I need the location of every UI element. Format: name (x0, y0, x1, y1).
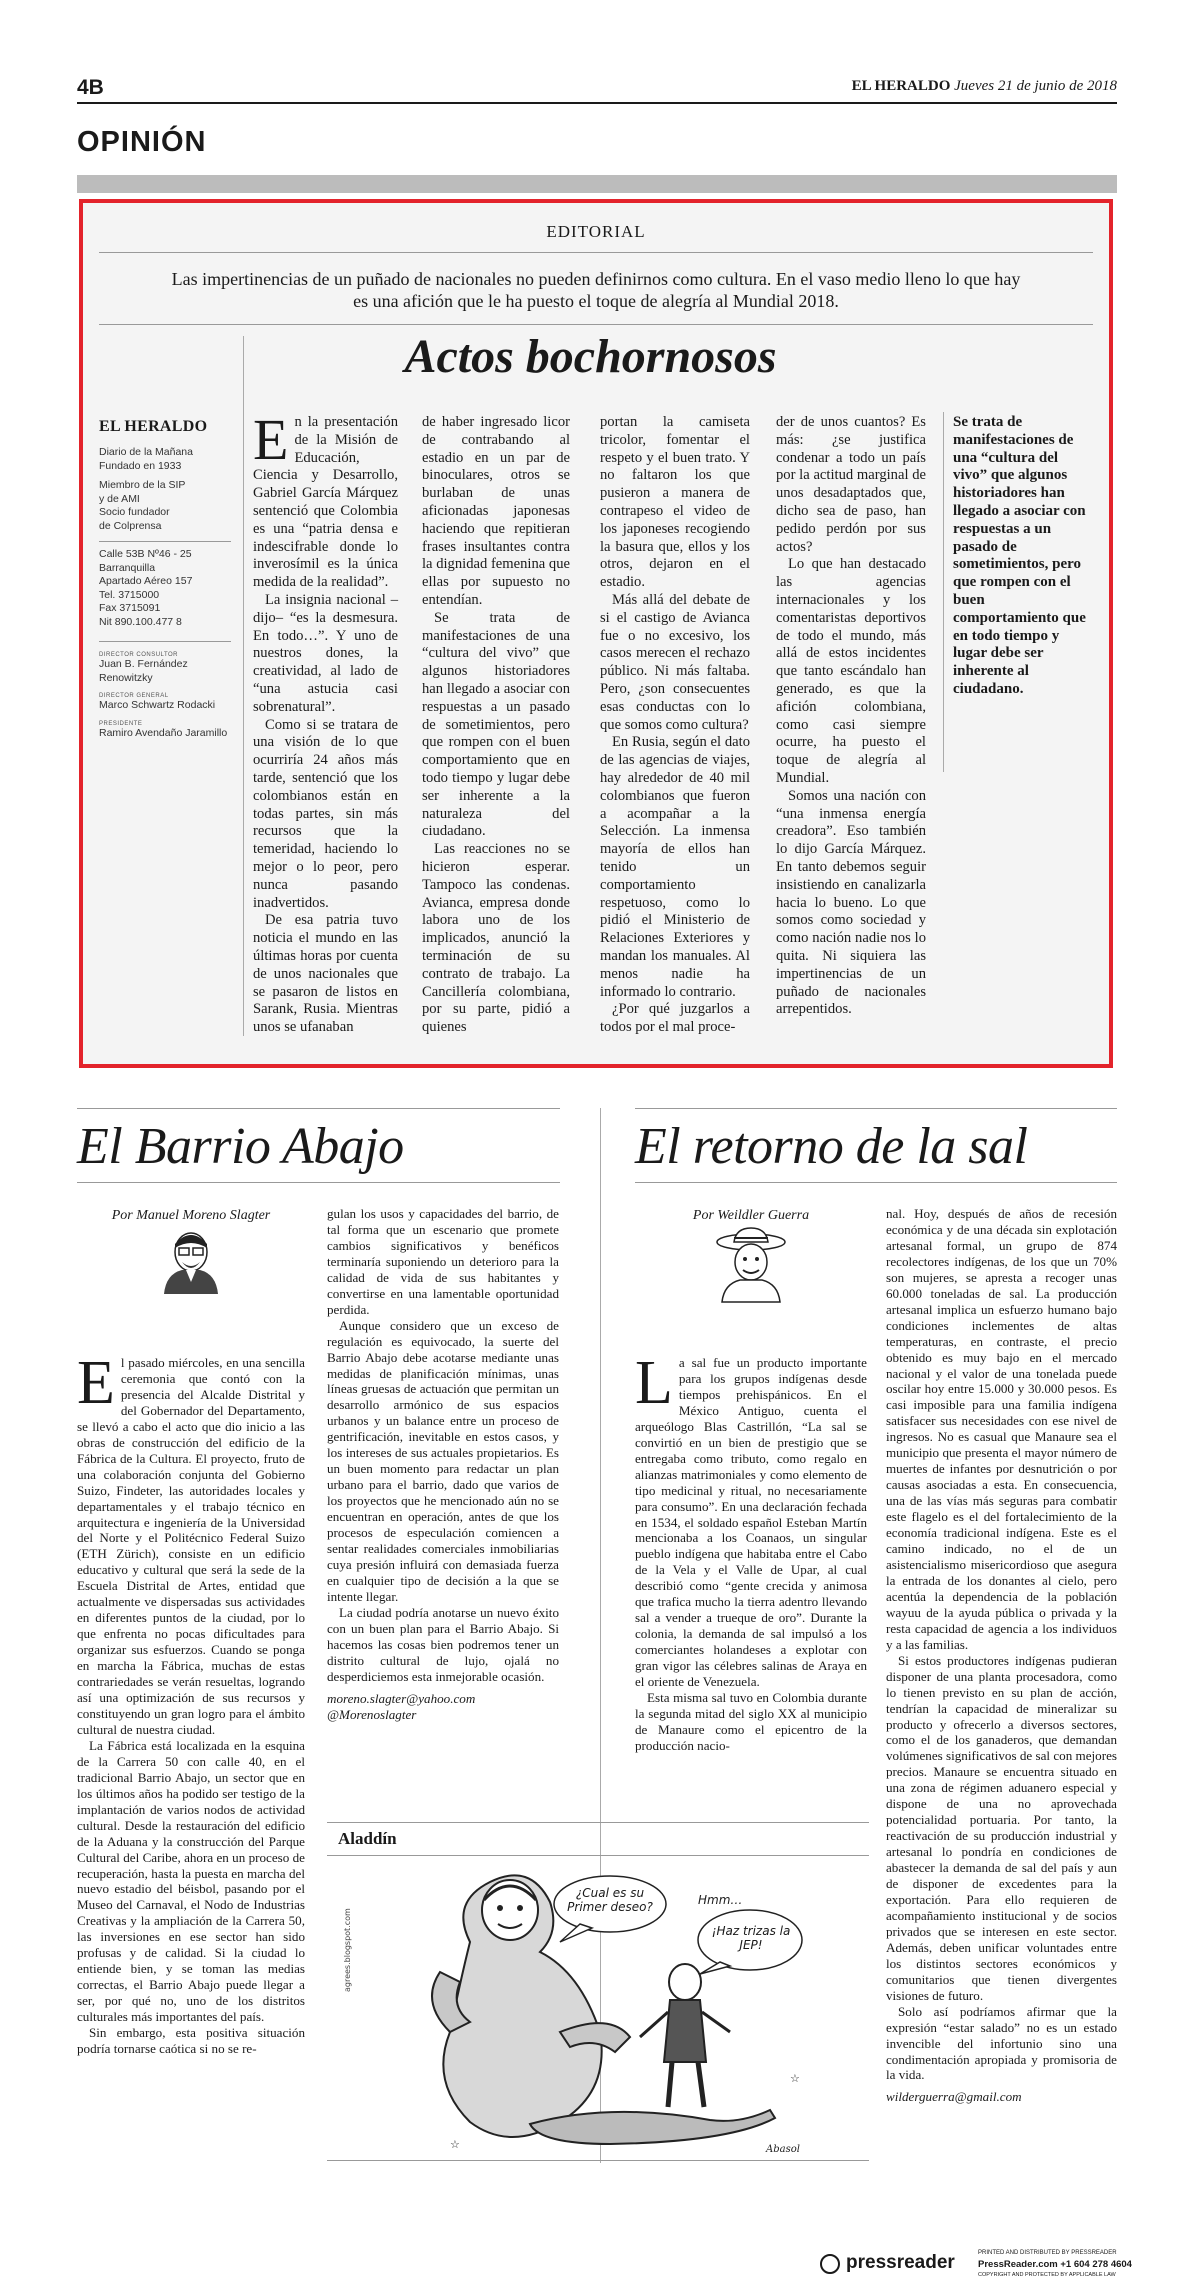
paragraph: Aunque considero que un exceso de regulación es equivocado, la suerte del Barrio Abajo debe acotarse mediante unas medidas de planificación mínimas, unas líneas gruesas de actuación que permitan un desarrollo armónico de sus espacios urbanos y un balance entre un proceso de gentrificación, inevitable en estos casos, y los intereses de sus actuales propietarios. Es un buen momento para redactar un plan urbano para el barrio, dado que varios de los proyectos que he mencionado aún no se encuentran en operación, antes de que los procesos de especulación comiencen a sentar realidades comerciales inmobiliarias cuya presión influirá con demasiada fuerza en cualquier tipo de decisión a la que se intente llegar. (327, 1317, 559, 1604)
kicker-rule (99, 252, 1093, 253)
paragraph: der de unos cuantos? Es más: ¿se justifica condenar a todo un país por la actitud marginal de unos desadaptados que, dicho sea de paso, han pedido perdón por sus actos? (776, 414, 926, 555)
section-title: OPINIÓN (77, 126, 207, 158)
masthead-line: Tel. 3715000 (99, 588, 160, 601)
masthead-rule (99, 641, 231, 642)
paragraph: Esta misma sal tuvo en Colombia durante la segunda mitad del siglo XX al municipio de Manaure como el epicentro de la producción nacio- (635, 1690, 867, 1753)
masthead (99, 418, 231, 740)
header-dateline (760, 78, 1117, 95)
paper-name: EL HERALDO (851, 78, 951, 94)
paragraph: a sal fue un producto importante para los grupos indígenas desde tiempos prehispánicos. En el México Antiguo, cuenta el arqueólogo Blas Castrillón, “La sal se convirtió en un bien de prestigio que se entregaba como tributo, como regalo en alianzas matrimoniales y como elemento de tipo medicinal y ritual, no necesariamente para consumo”. En una declaración fechada en 1534, el soldado español Esteban Martín mencionaba a los Coanaos, un singular pueblo indígena que habitaba entre el Cabo de la Vela y el Valle de Upar, al cual describió como “gente crecida y animosa que trafica mucho la tierra adentro llevando sal a vender a trueque de oro”. Durante la colonia, la demanda de sal impulsó a los comerciantes holandeses a explotar con gran vigor las célebres salinas de Araya en el oriente de Venezuela. (635, 1355, 867, 1690)
editorial-column-4 (776, 414, 926, 1019)
column-left-title: El Barrio Abajo (77, 1118, 404, 1175)
footer-line-1: PRINTED AND DISTRIBUTED BY PRESSREADER (978, 2250, 1117, 2256)
editorial-column-3 (600, 414, 750, 1037)
issue-date: Jueves 21 de junio de 2018 (954, 78, 1117, 94)
section-bar (77, 175, 1117, 193)
masthead-line: Calle 53B Nº46 - 25 (99, 548, 192, 560)
cartoon-bubble-2: ¡Haz trizas la JEP! (711, 1924, 791, 1952)
cartoon-credit: agrees.blogspot.com (343, 1908, 352, 1992)
paragraph: n la presentación de la Misión de Educación, Ciencia y Desarrollo, Gabriel García Márquez sentenció que Colombia es una “patria densa e indescifrable donde lo inverosímil es la única medida de la realidad”. (253, 414, 398, 591)
cartoon-label: Aladdín (338, 1829, 397, 1848)
page-number: 4B (77, 76, 104, 99)
paragraph: La ciudad podría anotarse un nuevo éxito con un buen plan para el Barrio Abajo. Si hacemos las cosas bien podremos tener un distrito cultural de lujo, ojalá no desperdiciemos esta inmejorable ocasión. (327, 1604, 559, 1684)
column-left-top-rule (77, 1108, 560, 1109)
pressreader-icon (820, 2254, 840, 2274)
masthead-role: DIRECTOR GENERAL (99, 693, 169, 699)
paragraph: gulan los usos y capacidades del barrio, de tal forma que un escenario que promete cambios significativos y benéficos terminaría suponiendo un deterioro para la calidad de vida de sus habitantes y convertirse en una lamentable oportunidad perdida. (327, 1206, 559, 1317)
masthead-line: Apartado Aéreo 157 (99, 575, 193, 587)
masthead-person: Ramiro Avendaño Jaramillo (99, 726, 228, 739)
paragraph: Somos una nación con “una inmensa energía creadora”. Eso también lo dijo García Márquez. En tanto debemos seguir insistiendo en canalizarla hacia lo bueno. Lo que somos como sociedad y como nación nadie nos lo quita. Ni siquiera las impertinencias de un puñado de nacionales arrepentidos. (776, 787, 926, 1018)
paragraph: nal. Hoy, después de años de recesión económica y de una década sin explotación artesanal formal, un grupo de 874 recolectores indígenas, de los que un 70% son mujeres, se apresta a recoger unas 60.000 toneladas de sal. La producción artesanal implica un esfuerzo humano bajo condiciones inclementes de altas temperaturas, en contraste, el precio obtenido es muy bajo en el mercado nacional y el valor de una tonelada puede oscilar hoy entre 15.000 y 30.000 pesos. Es casi imposible para una familia indígena satisfacer sus necesidades con ese nivel de ingresos. No es casual que Manaure sea el municipio que presenta el mayor número de muertes de infantes por desnutrición o por causas asociadas a esta. En consecuencia, una de las vías más seguras para combatir este flagelo es el del fortalecimiento de la economía tradicional indígena. Este es el camino indicado, no el de un asistencialismo misericordioso que asegura la entrada de los donantes al cielo, pero acentúa la dependencia de la población wayuu de la ayuda pública o privada y la resta capacidad de agencia a los individuos y a las familias. (886, 1206, 1117, 1652)
pressreader-footer (820, 2248, 1132, 2282)
masthead-line: Fax 3715091 (99, 602, 161, 614)
paragraph: Solo así podríamos afirmar que la expresión “estar salado” no es un estado invencible del infortunio sino una condimentación apropiada y promisoria de la vida. (886, 2003, 1117, 2083)
paragraph: La insignia nacional –dijo– “es la desmesura. En todo…”. Y uno de nuestros dones, la creatividad, al lado de “una astucia casi sobrenatural”. (253, 591, 398, 715)
column-right-title: El retorno de la sal (635, 1118, 1028, 1175)
column-right-col-2 (886, 1206, 1117, 2105)
column-right-dropcap: L (635, 1349, 673, 1417)
author-twitter[interactable]: @Morenoslagter (327, 1706, 417, 1722)
masthead-role: DIRECTOR CONSULTOR (99, 652, 179, 658)
cartoon-hmm: Hmm… (698, 1893, 743, 1907)
masthead-line: de Colprensa (99, 519, 162, 532)
footer-line-2: PressReader.com +1 604 278 4604 (978, 2259, 1132, 2270)
masthead-line: Socio fundador (99, 506, 170, 518)
cartoon-bottom-rule (327, 2160, 869, 2161)
svg-text:☆: ☆ (790, 2072, 800, 2085)
masthead-name: EL HERALDO (99, 418, 208, 435)
paragraph: Si estos productores indígenas pudieran disponer de una planta procesadora, como lo tienen previsto en su plan de acción, tendrían la capacidad de mineralizar su producto y ofrecerlo a diversos sectores, como el de los ganaderos, que demandan volúmenes significativos de sal con mejores precios. Manaure se encuentra situado en una zona de régimen aduanero especial y dispone de una no aprovechada potencialidad portuaria. Por tanto, la reactivación de su producción industrial y artesanal lo pondría en condiciones de abastecer la demanda de sal del país y aun de disponer de excedentes para la exportación. Para ello requieren de acompañamiento institucional y de socios privados que se interesen en este sector. Además, deben unificar voluntades entre los distintos sectores económicos y comunitarios que tienen divergentes visiones de futuro. (886, 1652, 1117, 2003)
masthead-person: Juan B. Fernández Renowitzky (99, 658, 188, 684)
paragraph: de haber ingresado licor de contrabando al estadio en un par de binoculares, otros se burlaban de unas aficionadas japonesas haciendo que repitieran frases insultantes contra la dignidad femenina que ellas por supuesto no entendían. (422, 414, 570, 608)
cartoon-bubble-1: ¿Cual es su Primer deseo? (567, 1886, 653, 1914)
masthead-person: Marco Schwartz Rodacki (99, 699, 216, 711)
column-left-col-1 (77, 1349, 305, 2057)
paragraph: Sin embargo, esta positiva situación podría tornarse caótica si no se re- (77, 2025, 305, 2056)
cartoon-label-rule (327, 1855, 869, 1856)
cartoon-signature: Abasol (766, 2144, 800, 2155)
editorial-pullquote: Se trata de manifestaciones de una “cultura del vivo” que algunos historiadores han llegado a asociar con respuestas a un pasado de sometimientos, pero que rompen con el buen comportamiento que en todo tiempo y lugar debe ser inherente al ciudadano. (953, 414, 1086, 697)
cartoon-top-rule (327, 1822, 869, 1823)
header-rule (77, 102, 1117, 104)
masthead-rule (99, 541, 231, 542)
column-left-dropcap: E (77, 1349, 115, 1417)
paragraph: Más allá del debate de si el castigo de Avianca fue o no excesivo, los casos merecen el rechazo público. Ni más faltaba. Pero, ¿son consecuentes esas conductas con lo que somos como cultura? (600, 591, 750, 733)
paragraph: Lo que han destacado las agencias internacionales y los comentaristas deportivos de todo el mundo, más allá de estos incidentes que tanto escándalo han generado, es que la afición colombiana, como casi siempre ocurre, ha puesto el toque de alegría al Mundial. (776, 556, 926, 786)
column-left-title-rule (77, 1182, 560, 1183)
paragraph: ¿Por qué juzgarlos a todos por el mal proce- (600, 1001, 750, 1036)
column-left-byline: Por Manuel Moreno Slagter (111, 1208, 271, 1223)
author-portrait-moreno (160, 1228, 222, 1294)
author-email[interactable]: wilderguerra@gmail.com (886, 2089, 1022, 2105)
pullquote-divider (943, 412, 944, 772)
editorial-title: Actos bochornosos (404, 330, 777, 383)
editorial-column-1 (253, 407, 398, 1037)
paragraph: l pasado miércoles, en una sencilla ceremonia que contó con la presencia del Alcalde Distrital y del Gobernador del Departamento, se llevó a cabo el acto que dio inicio a las obras de construcción del edificio de la Fábrica de la Cultura. El proyecto, fruto de una colaboración conjunta del Gobierno Suizo, Findeter, las autoridades locales y departamentales y el trabajo técnico en arquitectura e ingeniería de la Universidad del Norte y el Politécnico Federal Suizo (ETH Zürich), consiste en un edificio educativo y cultural que será la sede de la Escuela Distrital de Artes, entidad que actualmente ve dispersadas sus actividades en diferentes puntos de la ciudad, por lo que enfrenta no pocas dificultades para organizar sus esfuerzos. Cuando se ponga en marcha la Fábrica, muchas de estas contrariedades se verán resueltas, logrando así una optimización de sus recursos y constituyendo un gran logro para el ámbito cultural de nuestra ciudad. (77, 1355, 305, 1737)
footer-line-3: COPYRIGHT AND PROTECTED BY APPLICABLE LAW (978, 2272, 1116, 2278)
masthead-line: Barranquilla (99, 561, 156, 574)
column-right-byline: Por Weildler Guerra (692, 1208, 810, 1223)
column-left-col-2 (327, 1206, 559, 1723)
masthead-line: Nit 890.100.477 8 (99, 615, 182, 628)
masthead-divider (243, 336, 244, 1036)
pressreader-logo (820, 2252, 970, 2278)
paragraph: Las reacciones no se hicieron esperar. Tampoco las condenas. Avianca, empresa donde labora uno de los implicados, anunció la terminación de su contrato de trabajo. La Cancillería colombiana, por su parte, pidió a quienes (422, 841, 570, 1036)
editorial-column-2 (422, 414, 570, 1037)
masthead-line: y de AMI (99, 492, 140, 505)
column-right-title-rule (635, 1182, 1117, 1183)
editorial-dropcap: E (253, 407, 289, 472)
paragraph: La Fábrica está localizada en la esquina de la Carrera 50 con calle 40, en el tradicional Barrio Abajo, un sector que en los últimos años ha podido ser testigo de la implantación de varios nodos de actividad cultural. Desde la restauración del edificio de la Aduana y la construcción del Parque Cultural del Caribe, ahora en un proceso de recuperación, hasta la puesta en marcha del nuevo estadio del béisbol, pasando por el Museo del Carnaval, el Nodo de Industrias Creativas y la ampliación de la Carrera 50, las inversiones en ese sector han sido profusas y de calidad. Si la ciudad lo entiende bien, y se toman las medias correctas, el Barrio Abajo puede llegar a ser, por qué no, uno de los distritos culturales más importantes del país. (77, 1737, 305, 2025)
author-portrait-guerra (712, 1228, 790, 1302)
paragraph: Como si se tratara de una visión de lo que ocurriría 24 años más tarde, sentenció que los colombianos están en todas partes, sin más recursos que la temeridad, haciendo lo mejor o lo peor, pero nunca pasando inadvertidos. (253, 716, 398, 911)
deck-rule (99, 324, 1093, 325)
column-right-top-rule (635, 1108, 1117, 1109)
masthead-role: PRESIDENTE (99, 720, 143, 727)
svg-text:☆: ☆ (450, 2138, 460, 2151)
editorial-deck: Las impertinencias de un puñado de nacionales no pueden definirnos como cultura. En el vaso medio lleno lo que hay es una afición que le ha puesto el toque de alegría al Mundial 2018. (171, 269, 1021, 311)
paragraph: portan la camiseta tricolor, fomentar el respeto y el buen trato. Y no faltaron los que pusieron a manera de contrapeso el video de los japoneses recogiendo la basura que, ellos y los otros, dejaron en el estadio. (600, 414, 750, 591)
column-right-col-1 (635, 1349, 867, 1754)
masthead-line: Miembro de la SIP (99, 479, 186, 491)
paragraph: Se trata de manifestaciones de una “cultura del vivo” que algunos historiadores han llegado a asociar con respuestas a un pasado de sometimientos, pero que rompen con el buen comportamiento que en todo tiempo y lugar debe ser inherente a la naturaleza del ciudadano. (422, 609, 570, 840)
paragraph: De esa patria tuvo noticia el mundo en las últimas horas por cuenta de unos nacionales que se pasaron de listos en Sarank, Rusia. Mientras unos se ufanaban (253, 912, 398, 1036)
pressreader-brand: pressreader (846, 2252, 955, 2273)
masthead-line: Fundado en 1933 (99, 459, 182, 472)
author-email[interactable]: moreno.slagter@yahoo.com (327, 1690, 476, 1706)
masthead-line: Diario de la Mañana (99, 446, 193, 458)
editorial-kicker: EDITORIAL (546, 222, 646, 241)
paragraph: En Rusia, según el dato de las agencias de viajes, hay alrededor de 40 mil colombianos que fueron a acompañar a la Selección. La inmensa mayoría de ellos han tenido un comportamiento respetuoso, como lo pidió el Ministerio de Relaciones Exteriores y mandan los manuales. Al menos nadie ha informado lo contrario. (600, 734, 750, 1000)
